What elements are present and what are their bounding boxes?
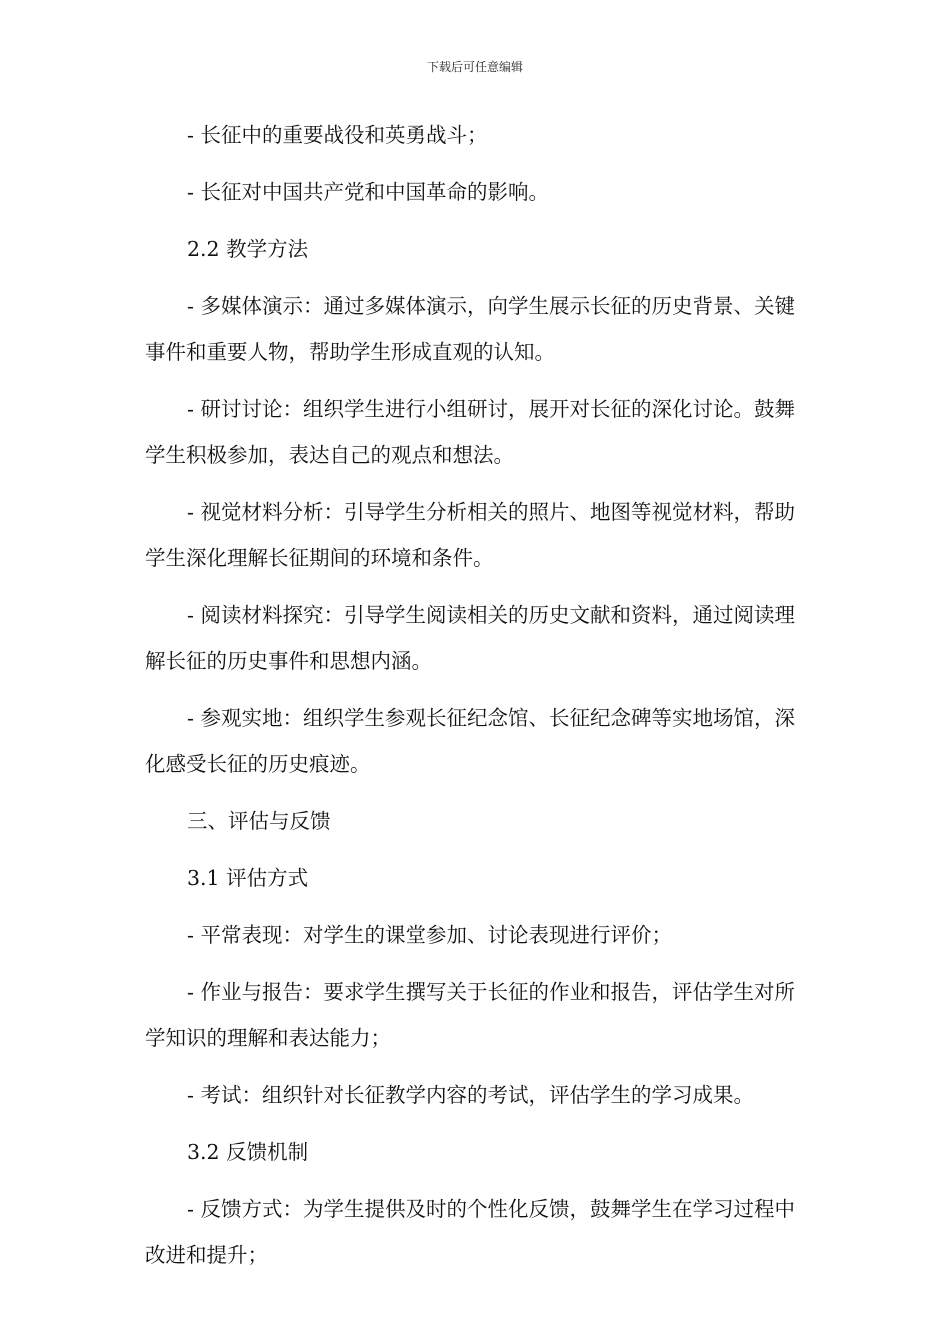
list-item-battles: - 长征中的重要战役和英勇战斗； [187, 123, 488, 147]
list-item-influence: - 长征对中国共产党和中国革命的影响。 [187, 180, 549, 204]
section-heading-2-2: 2.2 教学方法 [187, 237, 309, 261]
list-item-homework: - 作业与报告：要求学生撰写关于长征的作业和报告，评估学生对所学知识的理解和表达能力； [145, 980, 795, 1050]
page-header: 下载后可任意编辑 [426, 60, 523, 74]
document-body [145, 112, 810, 1278]
list-item-daily-performance: - 平常表现：对学生的课堂参加、讨论表现进行评价； [187, 923, 672, 947]
list-item-exam: - 考试：组织针对长征教学内容的考试，评估学生的学习成果。 [187, 1083, 754, 1107]
list-item-multimedia: - 多媒体演示：通过多媒体演示，向学生展示长征的历史背景、关键事件和重要人物，帮助学生形成直观的认知。 [145, 294, 795, 364]
section-heading-3-2: 3.2 反馈机制 [187, 1140, 309, 1164]
list-item-discussion: - 研讨讨论：组织学生进行小组研讨，展开对长征的深化讨论。鼓舞学生积极参加，表达自己的观点和想法。 [145, 397, 795, 467]
list-item-feedback: - 反馈方式：为学生提供及时的个性化反馈，鼓舞学生在学习过程中改进和提升； [145, 1197, 795, 1267]
section-heading-3: 三、评估与反馈 [187, 809, 331, 833]
section-heading-3-1: 3.1 评估方式 [187, 866, 309, 890]
list-item-reading: - 阅读材料探究：引导学生阅读相关的历史文献和资料，通过阅读理解长征的历史事件和思想内涵。 [145, 603, 795, 673]
list-item-field-visit: - 参观实地：组织学生参观长征纪念馆、长征纪念碑等实地场馆，深化感受长征的历史痕迹。 [145, 706, 795, 776]
list-item-visual-analysis: - 视觉材料分析：引导学生分析相关的照片、地图等视觉材料，帮助学生深化理解长征期间的环境和条件。 [145, 500, 795, 570]
